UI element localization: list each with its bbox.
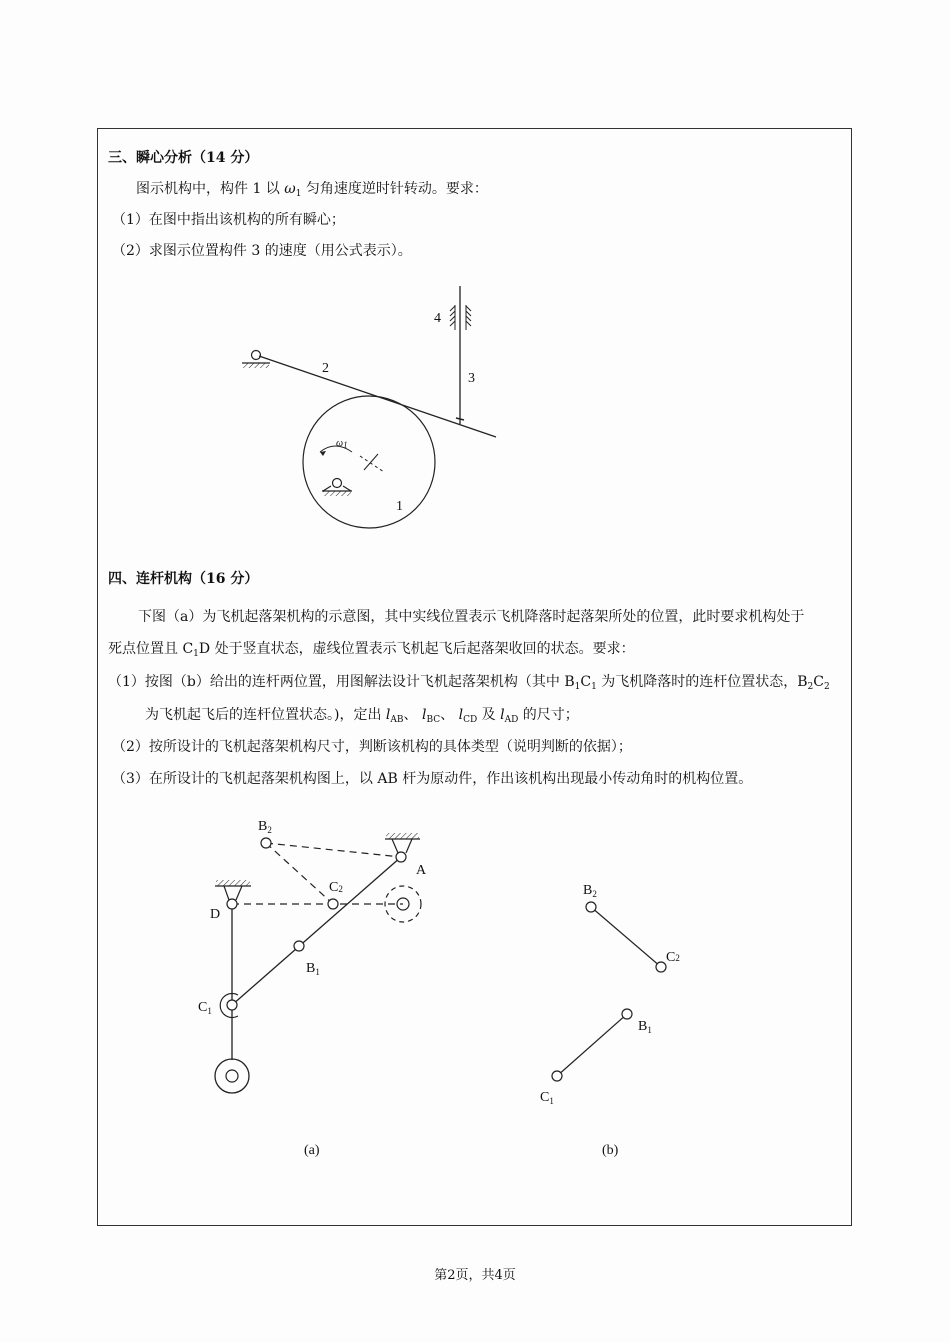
disk-ground-pivot bbox=[322, 479, 352, 497]
ground-A bbox=[385, 833, 420, 853]
solid-wheel bbox=[215, 1059, 249, 1093]
disk-1 bbox=[303, 396, 435, 528]
label-a-B1: $B_1$ bbox=[306, 961, 320, 977]
section4-title: 四、连杆机构（16 分） bbox=[108, 571, 259, 587]
coupler-positions-figure-b bbox=[552, 902, 666, 1081]
section4-para-line2: 死点位置且 $C_1D$ 处于竖直状态，虚线位置表示飞机起飞后起落架收回的状态。要求： bbox=[108, 641, 635, 659]
link-AC1 bbox=[232, 857, 401, 1005]
link2-ground-pivot bbox=[242, 351, 270, 369]
section4-q2: （2）按所设计的飞机起落架机构尺寸，判断该机构的具体类型（说明判断的依据）； bbox=[112, 739, 632, 755]
label-a-B2: $B_2$ bbox=[258, 819, 272, 835]
section3-intro: 图示机构中，构件 1 以 $\omega_1$ 匀角速度逆时针转动。要求： bbox=[136, 181, 488, 199]
section4-q3: （3）在所设计的飞机起落架机构图上，以 AB 杆为原动件，作出该机构出现最小传动角时的机构位置。 bbox=[112, 771, 753, 787]
label-a-C1: $C_1$ bbox=[198, 1000, 212, 1016]
label-1: 1 bbox=[396, 499, 403, 514]
label-b-B1: $B_1$ bbox=[638, 1019, 652, 1035]
section4-q1-line2: 为飞机起飞后的连杆位置状态。)，定出 $l_{AB}$、 $l_{BC}$、 $l_{CD}$ 及 $l_{AD}$ 的尺寸； bbox=[145, 707, 579, 725]
section4-para-line1: 下图（a）为飞机起落架机构的示意图，其中实线位置表示飞机降落时起落架所处的位置，此时要求机构处于 bbox=[138, 609, 805, 625]
label-a-C2: C2 bbox=[329, 880, 343, 895]
label-2: 2 bbox=[322, 361, 329, 376]
page-footer: 第2页，共4页 bbox=[434, 1268, 516, 1283]
section4-q1: （1）按图（b）给出的连杆两位置，用图解法设计飞机起落架机构（其中 $B_1C_1$ 为飞机降落时的连杆位置状态，$B_2C_2$ bbox=[108, 674, 830, 692]
caption-b: (b) bbox=[602, 1143, 619, 1158]
section3-q2: （2）求图示位置构件 3 的速度（用公式表示）。 bbox=[112, 243, 412, 259]
label-4: 4 bbox=[434, 311, 441, 326]
label-3: 3 bbox=[468, 371, 475, 386]
coupler-B2C2 bbox=[591, 907, 661, 967]
section3-title: 三、瞬心分析（14 分） bbox=[108, 150, 259, 166]
caption-a: (a) bbox=[304, 1143, 320, 1158]
omega-label: ω1 bbox=[336, 438, 348, 450]
dashed-B2C2 bbox=[266, 843, 333, 904]
label-b-B2: $B_2$ bbox=[583, 883, 597, 899]
ground-D bbox=[215, 880, 251, 900]
label-a-D: D bbox=[210, 907, 221, 922]
landing-gear-figure-a bbox=[215, 833, 421, 1093]
section3-q1: （1）在图中指出该机构的所有瞬心； bbox=[112, 212, 345, 228]
disk-center-mark bbox=[360, 454, 384, 472]
dashed-AB2 bbox=[266, 843, 401, 857]
label-b-C2: C2 bbox=[666, 950, 680, 965]
coupler-B1C1 bbox=[557, 1014, 627, 1076]
label-a-A: A bbox=[416, 863, 427, 878]
label-b-C1: $C_1$ bbox=[540, 1090, 554, 1106]
instant-center-figure bbox=[242, 286, 496, 528]
